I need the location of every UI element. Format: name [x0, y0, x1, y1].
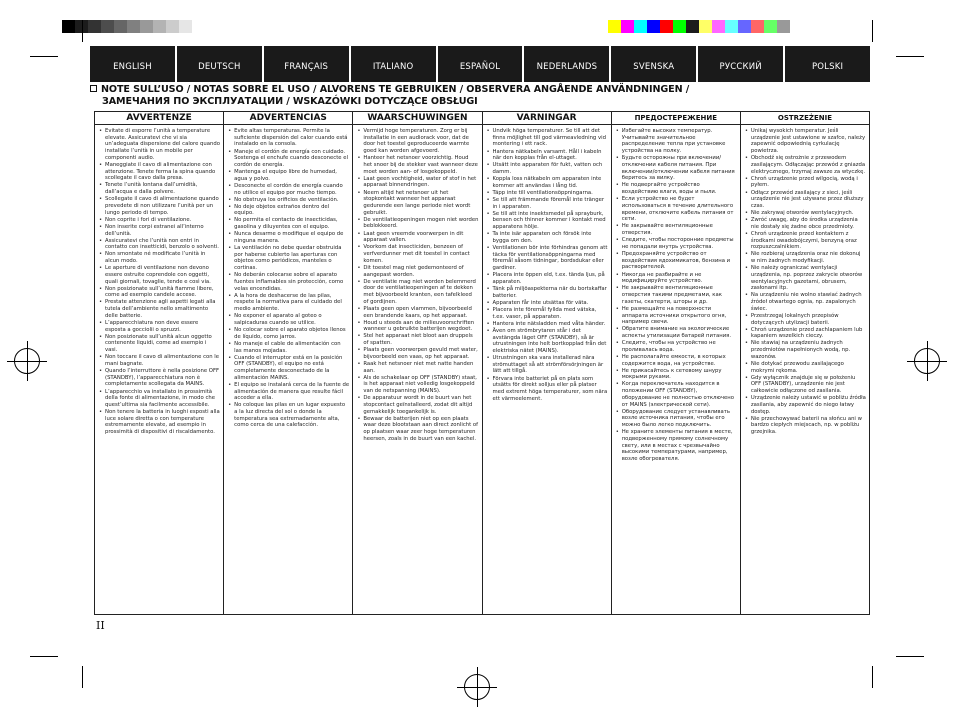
column-body [353, 125, 481, 443]
crop-mark [896, 56, 924, 57]
column-title: AVVERTENZE [95, 112, 223, 125]
warning-item: • Scollegate il cavo di alimentazione quando prevedete di non utilizzare l’unità per un lungo periodo di tempo. [99, 196, 220, 216]
page-number: II [96, 619, 105, 632]
warning-item: • Stel het apparaat niet bloot aan druppels of spatten. [357, 333, 478, 346]
registration-mark [14, 348, 40, 374]
checkbox-icon [90, 85, 97, 92]
warning-item: • El equipo se instalará cerca de la fuente de alimentación de manera que resulte fácil acceder a ella. [228, 382, 349, 402]
warning-item: • Vermijd hoge temperaturen. Zorg er bij installatie in een audiorack voor, dat de door het toestel geproduceerde warmte goed kan worden afgevoerd. [357, 128, 478, 155]
warning-item: • Ta inte isär apparaten och försök inte bygga om den. [487, 231, 608, 244]
warning-item: • Obchodź się ostrożnie z przewodem zasilającym. Odłączając przewód z gniazda elektrycznego, trzymaj zawsze za wtyczkę. [745, 155, 866, 175]
language-tab[interactable]: NEDERLANDS [524, 46, 609, 82]
column-title: WAARSCHUWINGEN [353, 112, 481, 125]
warning-item: • Hantera nätkabeln varsamt. Håll i kabeln när den kopplas från el-uttaget. [487, 149, 608, 162]
warning-item: • Przestrzegaj lokalnych przepisów dotyczących utylizacji baterii. [745, 313, 866, 326]
warnings-column [483, 112, 612, 614]
warning-item: • Не закрывайте вентиляционные отверстия. [616, 223, 737, 236]
registration-mark [464, 674, 490, 700]
warning-item: • Ventilationen bör inte förhindras genom att täcka för ventilationsöppningarna med föremål såsom tidningar, bordsdukar eller gardiner. [487, 245, 608, 272]
color-swatch [634, 20, 647, 33]
warnings-table [94, 111, 870, 615]
warning-item: • Non tenere la batteria in luoghi esposti alla luce solare diretta o con temperature estremamente elevate, ad esempio in prossimità di dispositivi di riscaldamento. [99, 409, 220, 436]
color-swatch [660, 20, 673, 33]
color-calibration-bar [608, 20, 790, 33]
warning-item: • Dit toestel mag niet gedemonteerd of aangepast worden. [357, 265, 478, 278]
warnings-column [353, 112, 482, 614]
crop-mark [896, 656, 924, 657]
column-title: ADVERTENCIAS [224, 112, 352, 125]
warning-item: • Не размещайте на поверхности аппарата источники открытого огня, например свечи. [616, 306, 737, 326]
gray-swatch [192, 20, 205, 33]
warning-item: • Предохраняйте устройство от воздействия ядохимикатов, бензина и растворителей. [616, 251, 737, 271]
warning-item: • Quando l’interruttore è nella posizione OFF (STANDBY), l’apparecchiatura non è completamente scollegata da MAINS. [99, 368, 220, 388]
warning-item: • Оборудование следует устанавливать возле источника питания, чтобы его можно было легко подключить. [616, 409, 737, 429]
warning-item: • Non coprite i fori di ventilazione. [99, 217, 220, 224]
gray-swatch [153, 20, 166, 33]
gray-swatch [179, 20, 192, 33]
warning-item: • Apparaten får inte utsättas för väta. [487, 300, 608, 307]
warning-item: • Nie rozbieraj urządzenia oraz nie dokonuj w nim żadnych modyfikacji. [745, 251, 866, 264]
grayscale-calibration-bar [62, 20, 205, 33]
warnings-column [741, 112, 869, 614]
warning-item: • Desconecte el cordón de energía cuando no utilice el equipo por mucho tiempo. [228, 183, 349, 196]
language-tab[interactable]: FRANÇAIS [264, 46, 349, 82]
color-swatch [647, 20, 660, 33]
warning-item: • A la hora de deshacerse de las pilas, respete la normativa para el cuidado del medio ambiente. [228, 293, 349, 313]
warning-item: • Mantenga el equipo libre de humedad, agua y polvo. [228, 169, 349, 182]
color-swatch [621, 20, 634, 33]
column-body [95, 125, 223, 436]
column-title: ПРЕДОСТЕРЕЖЕНИЕ [612, 112, 740, 125]
warning-item: • Plaats geen voorwerpen gevuld met water, bijvoorbeeld een vaas, op het apparaat. [357, 347, 478, 360]
warning-item: • Koppla loss nätkabeln om apparaten inte kommer att användas i lång tid. [487, 176, 608, 189]
warning-item: • Hanteer het netsnoer voorzichtig. Houd het snoer bij de stekker vast wanneer deze moet worden aan- of losgekoppeld. [357, 155, 478, 175]
color-swatch [712, 20, 725, 33]
warning-item: • Если устройство не будет использоваться в течение длительного времени, отключите кабель питания от сети. [616, 196, 737, 223]
language-tab[interactable]: ENGLISH [90, 46, 175, 82]
color-swatch [673, 20, 686, 33]
warning-item: • Tänk på miljöaspekterna när du bortskaffar batterier. [487, 286, 608, 299]
warnings-column [224, 112, 353, 614]
warning-item: • Не располагайте емкости, в которых содержится вода, на устройстве. [616, 354, 737, 367]
language-tabs [90, 46, 870, 82]
color-swatch [764, 20, 777, 33]
warning-item: • L’apparecchiatura non deve essere esposta a gocciolii o spruzzi. [99, 320, 220, 333]
crop-mark [30, 656, 58, 657]
warning-item: • Следите, чтобы посторонние предметы не попадали внутрь устройства. [616, 237, 737, 250]
gray-swatch [88, 20, 101, 33]
language-tab[interactable]: SVENSKA [611, 46, 696, 82]
warning-item: • No exponer el aparato al goteo o salpicaduras cuando se utilice. [228, 313, 349, 326]
color-swatch [608, 20, 621, 33]
warning-item: • Когда переключатель находится в положении OFF (STANDBY), оборудование не полностью отключено от MAINS (электрической сети). [616, 381, 737, 408]
warning-item: • No coloque las pilas en un lugar expuesto a la luz directa del sol o donde la temperatura sea extremadamente alta, como cerca de una calefacción. [228, 402, 349, 429]
warning-item: • Tenete l’unità lontana dall’umidità, dall’acqua e dalla polvere. [99, 182, 220, 195]
warning-item: • No colocar sobre el aparato objetos llenos de líquido, como jarros. [228, 327, 349, 340]
warning-item: • Chroń urządzenie przed kontaktem z środkami owadobójczymi, benzyną oraz rozpuszczalnikiem. [745, 231, 866, 251]
warning-item: • Никогда не разбирайте и не модифицируйте устройство. [616, 272, 737, 285]
warning-item: • Не прикасайтесь к сетевому шнуру мокрыми руками. [616, 368, 737, 381]
gray-swatch [114, 20, 127, 33]
crop-mark [30, 56, 58, 57]
gray-swatch [62, 20, 75, 33]
color-swatch [699, 20, 712, 33]
column-body [224, 125, 352, 430]
warning-item: • Обратите внимание на экологические аспекты утилизации батарей питания. [616, 326, 737, 339]
color-swatch [725, 20, 738, 33]
color-swatch [738, 20, 751, 33]
warning-item: • Raak het netsnoer niet met natte handen aan. [357, 361, 478, 374]
warning-item: • Undvik höga temperaturer. Se till att det finns möjlighet till god värmeavledning vid montering i ett rack. [487, 128, 608, 148]
warning-item: • Zwróć uwagę, aby do środka urządzenia nie dostały się żadne obce przedmioty. [745, 217, 866, 230]
warning-item: • Hantera inte nätsladden med våta händer. [487, 321, 608, 328]
warning-item: • Förvara inte batteriet på en plats som utsätts för direkt solljus eller på platser med extremt höga temperaturer, som nära ett värmeelement. [487, 376, 608, 403]
warning-item: • Nie stawiaj na urządzeniu żadnych przedmiotów napełnionych wodą, np. wazonów. [745, 340, 866, 360]
warning-item: • No maneje el cable de alimentación con las manos mojadas. [228, 341, 349, 354]
language-tab[interactable]: POLSKI [785, 46, 870, 82]
crop-mark [82, 20, 83, 42]
warning-item: • Prestate attenzione agli aspetti legati alla tutela dell’ambiente nello smaltimento delle batterie. [99, 299, 220, 319]
warning-item: • Gdy wyłącznik znajduje się w położeniu OFF (STANDBY), urządzenie nie jest całkowicie odłączone od zasilania. [745, 375, 866, 395]
warning-item: • No obstruya los orificios de ventilación. [228, 197, 349, 204]
column-body [741, 125, 869, 436]
heading-line-1: NOTE SULL’USO / NOTAS SOBRE EL USO / ALVORENS TE GEBRUIKEN / OBSERVERA ANGÅENDE ANVÄNDNINGEN / [101, 84, 690, 95]
warning-item: • Non smontate né modificate l’unità in alcun modo. [99, 251, 220, 264]
warning-item: • Non posizionate sull’unità fiamme libere, come ad esempio candele accese. [99, 286, 220, 299]
warning-item: • De apparatuur wordt in de buurt van het stopcontact geïnstalleerd, zodat dit altijd gemakkelijk toegankelijk is. [357, 395, 478, 415]
warning-item: • L’apparecchio va installato in prossimità della fonte di alimentazione, in modo che quest’ultima sia facilmente accessibile. [99, 389, 220, 409]
warning-item: • Bewaar de batterijen niet op een plaats waar deze blootstaan aan direct zonlicht of op plaatsen waar zeer hoge temperaturen heersen, zoals in de buurt van een kachel. [357, 416, 478, 443]
heading-line-2: ЗАМЕЧАНИЯ ПО ЭКСПЛУАТАЦИИ / WSKAZÓWKI DOTYCZĄCE OBSŁUGI [102, 96, 478, 107]
warning-item: • Не подвергайте устройство воздействию влаги, воды и пыли. [616, 182, 737, 195]
warning-item: • Neem altijd het netsnoer uit het stopkontakt wanneer het apparaat gedurende een lange periode niet wordt gebruikt. [357, 190, 478, 217]
crop-mark [872, 666, 873, 688]
warning-item: • No deberán colocarse sobre el aparato fuentes inflamables sin protección, como velas encendidas. [228, 272, 349, 292]
registration-mark [914, 348, 940, 374]
warning-item: • Non inserite corpi estranei all’interno dell’unità. [99, 224, 220, 237]
warning-item: • Evitate di esporre l’unità a temperature elevate. Assicuratevi che vi sia un’adeguata dispersione del calore quando installate l’unità in un mobile per componenti audio. [99, 128, 220, 162]
warning-item: • Non toccare il cavo di alimentazione con le mani bagnate. [99, 354, 220, 367]
warning-item: • Будьте осторожны при включении/отключении кабеля питания. При включении/отключении кабеля питания беритесь за вилку. [616, 155, 737, 182]
warning-item: • Urządzenie należy ustawić w pobliżu źródła zasilania, aby zapewnić do niego łatwy dostęp. [745, 395, 866, 415]
warning-item: • Laat geen vreemde voorwerpen in dit apparaat vallen. [357, 231, 478, 244]
warning-item: • Nie należy ograniczać wentylacji urządzenia, np. poprzez zakrycie otworów wentylacyjnych gazetami, obrusem, zasłonami itp. [745, 265, 866, 292]
column-body [612, 125, 740, 463]
gray-swatch [127, 20, 140, 33]
warning-item: • Assicuratevi che l’unità non entri in contatto con insetticidi, benzolo o solventi. [99, 238, 220, 251]
warning-item: • De ventilatieopeningen mogen niet worden beblokkeerd. [357, 217, 478, 230]
language-tab[interactable]: ESPAÑOL [438, 46, 523, 82]
warning-item: • Следите, чтобы на устройство не проливалась вода. [616, 340, 737, 353]
warning-item: • Placera inte föremål fyllda med vätska, t.ex. vaser, på apparaten. [487, 307, 608, 320]
warning-item: • Не закрывайте вентиляционные отверстия такими предметами, как газеты, скатерти, шторы и др. [616, 285, 737, 305]
section-heading [90, 84, 870, 108]
warning-item: • Utrustningen ska vara installerad nära strömuttaget så att strömförsörjningen är lätt att tillgå. [487, 355, 608, 375]
warning-item: • Evite altas temperaturas. Permite la suficiente dispersión del calor cuando está instalado en la consola. [228, 128, 349, 148]
color-swatch [751, 20, 764, 33]
warning-item: • Täpp inte till ventilationsöppningarna. [487, 190, 608, 197]
warning-item: • Не храните элементы питания в месте, подверженному прямому солнечному свету, или в местах с чрезвычайно высокими температурами, например, возле обогревателя. [616, 429, 737, 463]
warning-item: • Избегайте высоких температур. Учитывайте значительное распределение тепла при установке устройства на полку. [616, 128, 737, 155]
warning-item: • Även om strömbrytaren står i det avstängda läget OFF (STANDBY), så är utrustningen inte helt bortkopplad från det elektriska nätet (MAINS). [487, 328, 608, 355]
warning-item: • No permita el contacto de insecticidas, gasolina y diluyentes con el equipo. [228, 217, 349, 230]
warning-item: • Maneje el cordón de energía con cuidado. Sostenga el enchufe cuando desconecte el cordón de energía. [228, 149, 349, 169]
warning-item: • Le aperture di ventilazione non devono essere ostruite coprendole con oggetti, quali giornali, tovaglie, tende e così via. [99, 265, 220, 285]
warning-item: • La ventilación no debe quedar obstruida por haberse cubierto las aperturas con objetos como periódicos, manteles o cortinas. [228, 245, 349, 272]
language-tab[interactable]: ITALIANO [351, 46, 436, 82]
warning-item: • Se till att främmande föremål inte tränger in i apparaten. [487, 197, 608, 210]
warning-item: • Cuando el interruptor está en la posición OFF (STANDBY), el equipo no está completamente desconectado de la alimentación MAINS. [228, 355, 349, 382]
warning-item: • Nunca desarme o modifique el equipo de ninguna manera. [228, 231, 349, 244]
warning-item: • Laat geen vochtigheid, water of stof in het apparaat binnendringen. [357, 176, 478, 189]
warning-item: • Voorkom dat insecticiden, benzeen of verfverdunner met dit toestel in contact komen. [357, 244, 478, 264]
warning-item: • Nie zakrywaj otworów wentylacyjnych. [745, 210, 866, 217]
warning-item: • Als de schakelaar op OFF (STANDBY) staat, is het apparaat niet volledig losgekoppeld van de netspanning (MAINS). [357, 375, 478, 395]
warning-item: • De ventilatie mag niet worden belemmerd door de ventilatieopeningen af te dekken met bijvoorbeeld kranten, een tafelkleed of gordijnen. [357, 279, 478, 306]
warning-item: • No deje objetos extraños dentro del equipo. [228, 204, 349, 217]
warning-item: • Na urządzeniu nie wolno stawiać żadnych źródeł otwartego ognia, np. zapalonych świec. [745, 292, 866, 312]
warning-item: • Utsätt inte apparaten för fukt, vatten och damm. [487, 162, 608, 175]
warning-item: • Odłącz przewód zasilający z sieci, jeśli urządzenie nie jest używane przez dłuższy czas. [745, 190, 866, 210]
gray-swatch [140, 20, 153, 33]
column-title: VARNINGAR [483, 112, 611, 125]
warning-item: • Nie przechowywać baterii na słońcu ani w bardzo ciepłych miejscach, np. w pobliżu grzejnika. [745, 416, 866, 436]
warning-item: • Nie dotykać przewodu zasilającego mokrymi rękoma. [745, 361, 866, 374]
crop-mark [82, 666, 83, 688]
warning-item: • Maneggiate il cavo di alimentazione con attenzione. Tenete ferma la spina quando scollegate il cavo dalla presa. [99, 162, 220, 182]
warning-item: • Plaats geen open vlammen, bijvoorbeeld een brandende kaars, op het apparaat. [357, 306, 478, 319]
warnings-column [95, 112, 224, 614]
warning-item: • Houd u steeds aan de milieuvoorschriften wanneer u gebruikte batterijen wegdoet. [357, 320, 478, 333]
warning-item: • Unikaj wysokich temperatur. Jeśli urządzenie jest ustawione w szafce, należy zapewnić odpowiednią cyrkulację powietrza. [745, 128, 866, 155]
warnings-column [612, 112, 741, 614]
language-tab[interactable]: DEUTSCH [177, 46, 262, 82]
color-swatch [777, 20, 790, 33]
gray-swatch [101, 20, 114, 33]
warning-item: • Chroń urządzenie przed zachlapaniem lub kapaniem wszelkich cieczy. [745, 327, 866, 340]
warning-item: • Placera inte öppen eld, t.ex. tända ljus, på apparaten. [487, 272, 608, 285]
warning-item: • Chroń urządzenie przed wilgocią, wodą i pyłem. [745, 176, 866, 189]
warning-item: • Non posizionate sull’unità alcun oggetto contenente liquidi, come ad esempio i vasi. [99, 334, 220, 354]
gray-swatch [166, 20, 179, 33]
column-title: OSTRZEŻENIE [741, 112, 869, 125]
warning-item: • Se till att inte insektsmedel på sprayburk, bensen och thinner kommer i kontakt med apparatens hölje. [487, 211, 608, 231]
language-tab[interactable]: РУССКИЙ [698, 46, 783, 82]
crop-mark [872, 20, 873, 42]
column-body [483, 125, 611, 403]
color-swatch [686, 20, 699, 33]
